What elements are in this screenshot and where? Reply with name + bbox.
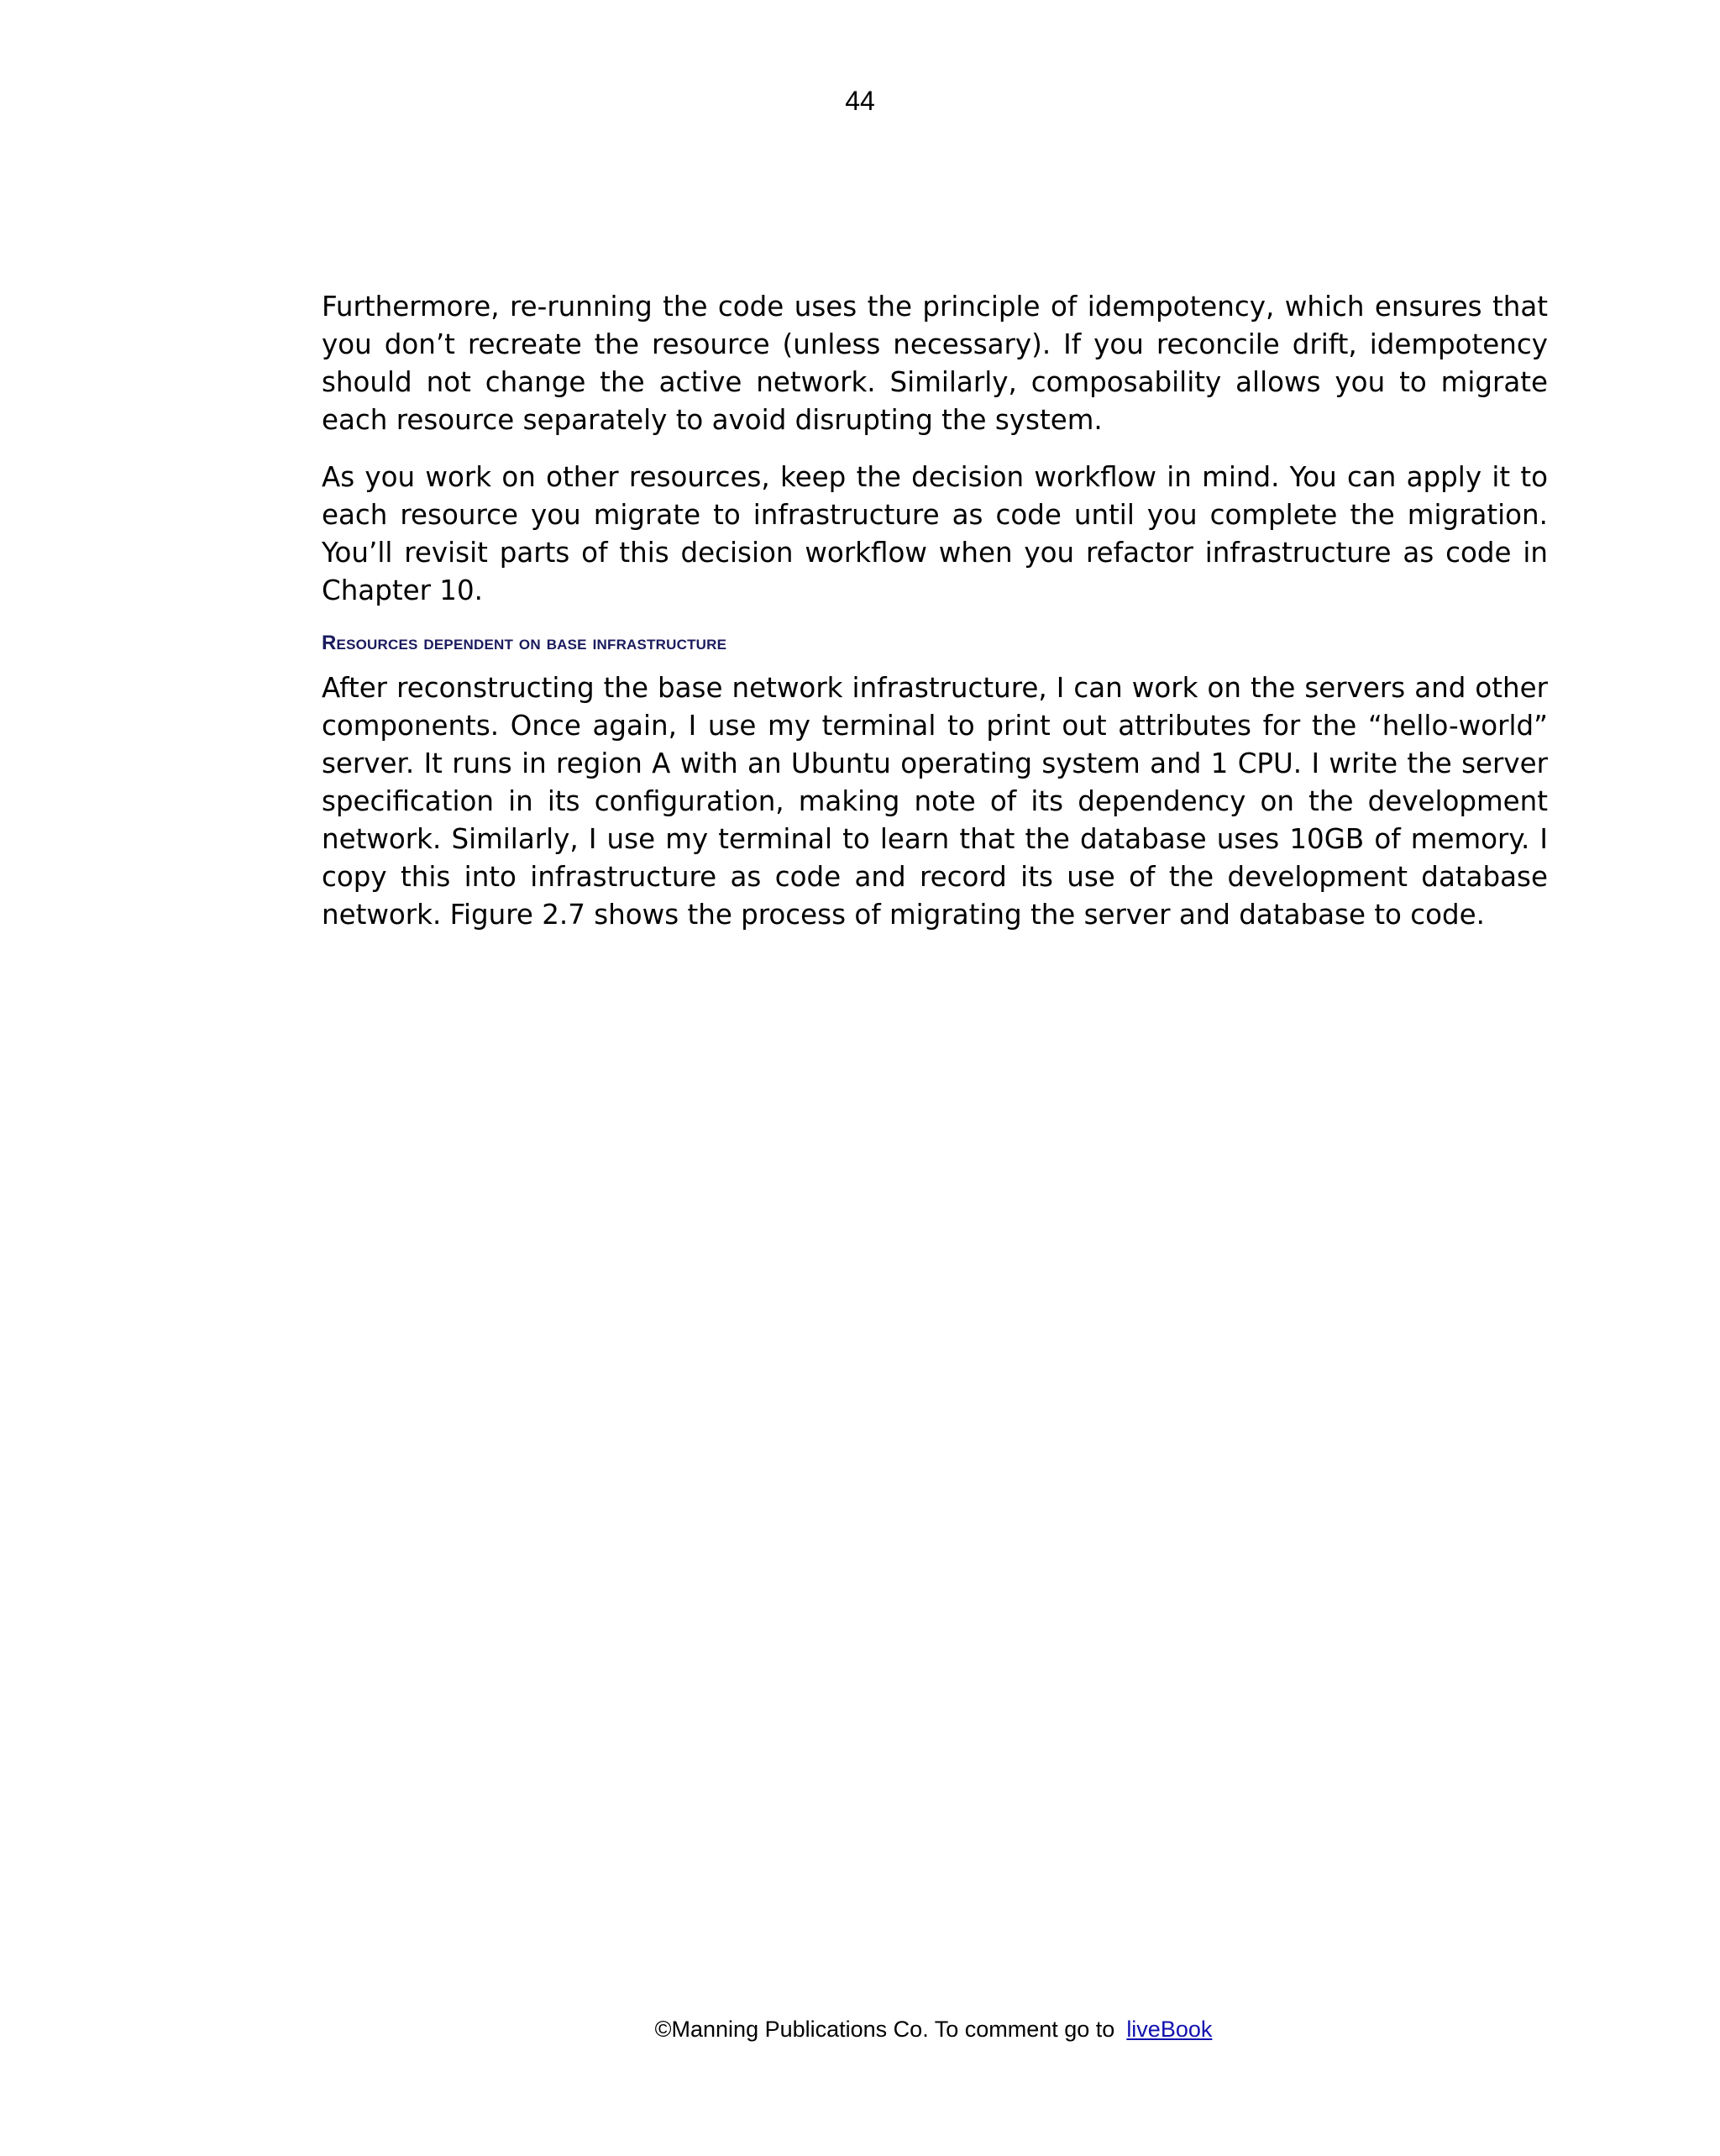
body-paragraph-1: Furthermore, re-running the code uses the principle of idempotency, which ensures that you don’t recreate the resource (unless necessary). If you reconcile drift, idempotency should not change the active network. Similarly, composability allows you to migrate each resource separately to avoid disrupting the system.: [322, 291, 1548, 436]
footer-copyright-text: ©Manning Publications Co. To comment go to: [654, 2017, 1115, 2042]
livebook-link[interactable]: liveBook: [1126, 2017, 1213, 2042]
body-paragraph-3: After reconstructing the base network infrastructure, I can work on the servers and other components. Once again, I use my terminal to print out attributes for the “hello-world” server. It runs in region A with an Ubuntu operating system and 1 CPU. I write the server specification in its configuration, making note of its dependency on the development network. Similarly, I use my terminal to learn that the database uses 10GB of memory. I copy this into infrastructure as code and record its use of the development database network. Figure 2.7 shows the process of migrating the server and database to code.: [322, 672, 1548, 931]
page-footer: [0, 2014, 1720, 2044]
page-number: 44: [845, 86, 875, 116]
section-heading: Resources dependent on base infrastructure: [322, 632, 727, 654]
body-paragraph-2: As you work on other resources, keep the decision workflow in mind. You can apply it to each resource you migrate to infrastructure as code until you complete the migration. You’ll revisit parts of this decision workflow when you refactor infrastructure as code in Chapter 10.: [322, 461, 1548, 606]
page-body: [322, 288, 1548, 953]
